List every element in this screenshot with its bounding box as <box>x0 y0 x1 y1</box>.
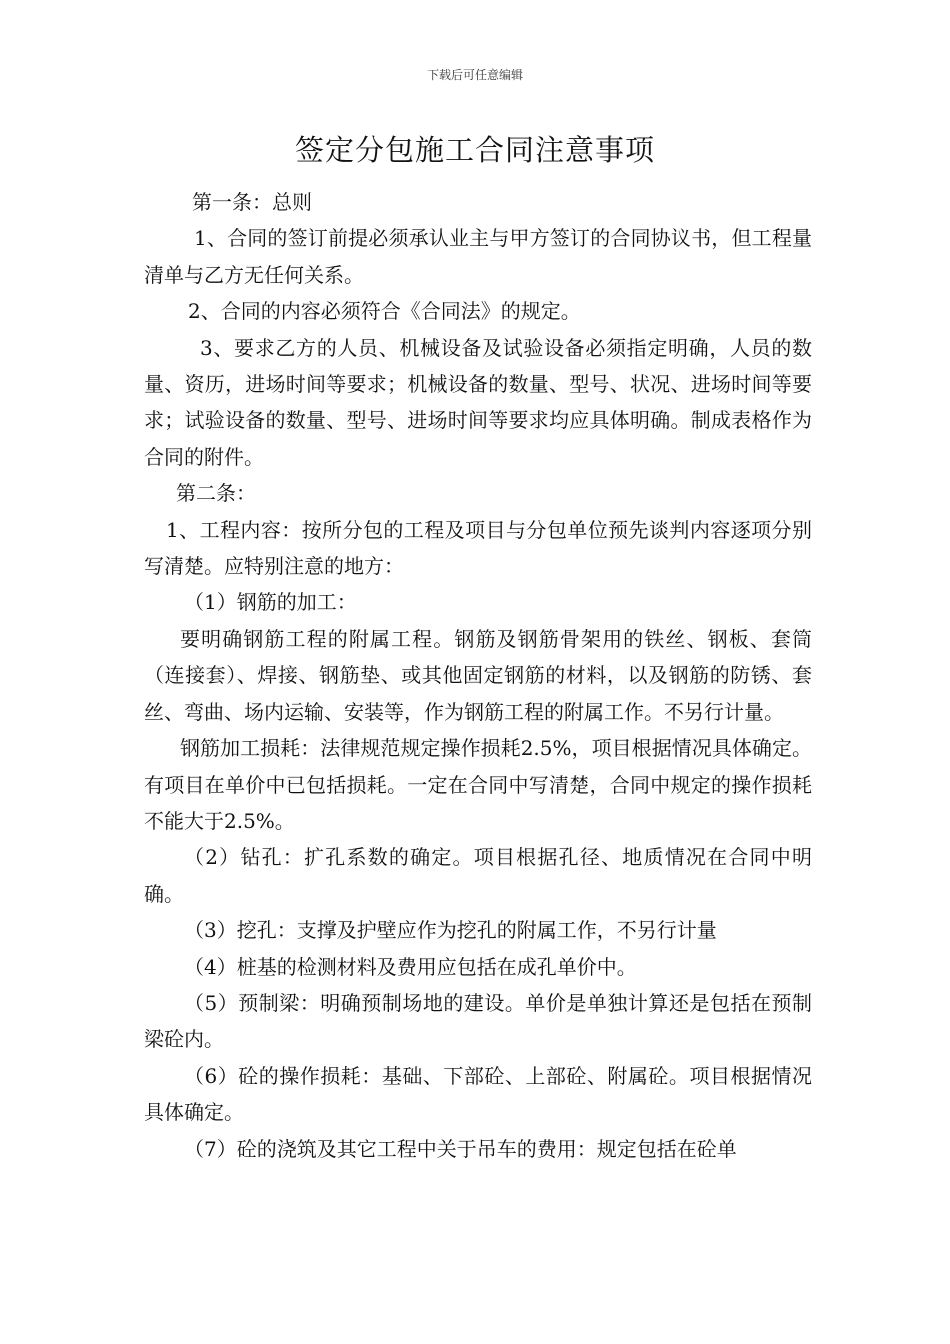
paragraph: 要明确钢筋工程的附属工程。钢筋及钢筋骨架用的铁丝、钢板、套筒（连接套）、焊接、钢筋垫、或其他固定钢筋的材料，以及钢筋的防锈、套丝、弯曲、场内运输、安装等，作为钢筋工程的附属工作。不另行计量。 <box>144 626 812 724</box>
paragraph: 1、工程内容：按所分包的工程及项目与分包单位预先谈判内容逐项分别写清楚。应特别注意的地方： <box>144 517 812 579</box>
section-heading-general: 第一条：总则 <box>192 190 312 214</box>
paragraph: （1）钢筋的加工： <box>184 590 357 615</box>
paragraph: 2、合同的内容必须符合《合同法》的规定。 <box>188 299 581 324</box>
paragraph: （6）砼的操作损耗：基础、下部砼、上部砼、附属砼。项目根据情况具体确定。 <box>144 1063 812 1125</box>
paragraph: （2）钻孔：扩孔系数的确定。项目根据孔径、地质情况在合同中明确。 <box>144 845 812 906</box>
paragraph: （7）砼的浇筑及其它工程中关于吊车的费用：规定包括在砼单 <box>184 1136 737 1161</box>
paragraph: （3）挖孔：支撑及护壁应作为挖孔的附属工作，不另行计量 <box>184 918 717 943</box>
document-title: 签定分包施工合同注意事项 <box>294 133 655 167</box>
header-note: 下载后可任意编辑 <box>426 68 523 82</box>
paragraph: 3、要求乙方的人员、机械设备及试验设备必须指定明确，人员的数量、资历，进场时间等要求；机械设备的数量、型号、状况、进场时间等要求；试验设备的数量、型号、进场时间等要求均应具体明确。制成表格作为合同的附件。 <box>144 335 812 469</box>
paragraph: 1、合同的签订前提必须承认业主与甲方签订的合同协议书，但工程量清单与乙方无任何关系。 <box>144 226 812 287</box>
section-heading-second: 第二条： <box>176 481 256 506</box>
paragraph: 钢筋加工损耗：法律规范规定操作损耗2.5%，项目根据情况具体确定。有项目在单价中已包括损耗。一定在合同中写清楚，合同中规定的操作损耗不能大于2.5%。 <box>144 736 812 833</box>
document-body <box>144 184 812 1167</box>
paragraph: （4）桩基的检测材料及费用应包括在成孔单价中。 <box>184 954 637 979</box>
paragraph: （5）预制梁：明确预制场地的建设。单价是单独计算还是包括在预制梁砼内。 <box>144 990 812 1052</box>
